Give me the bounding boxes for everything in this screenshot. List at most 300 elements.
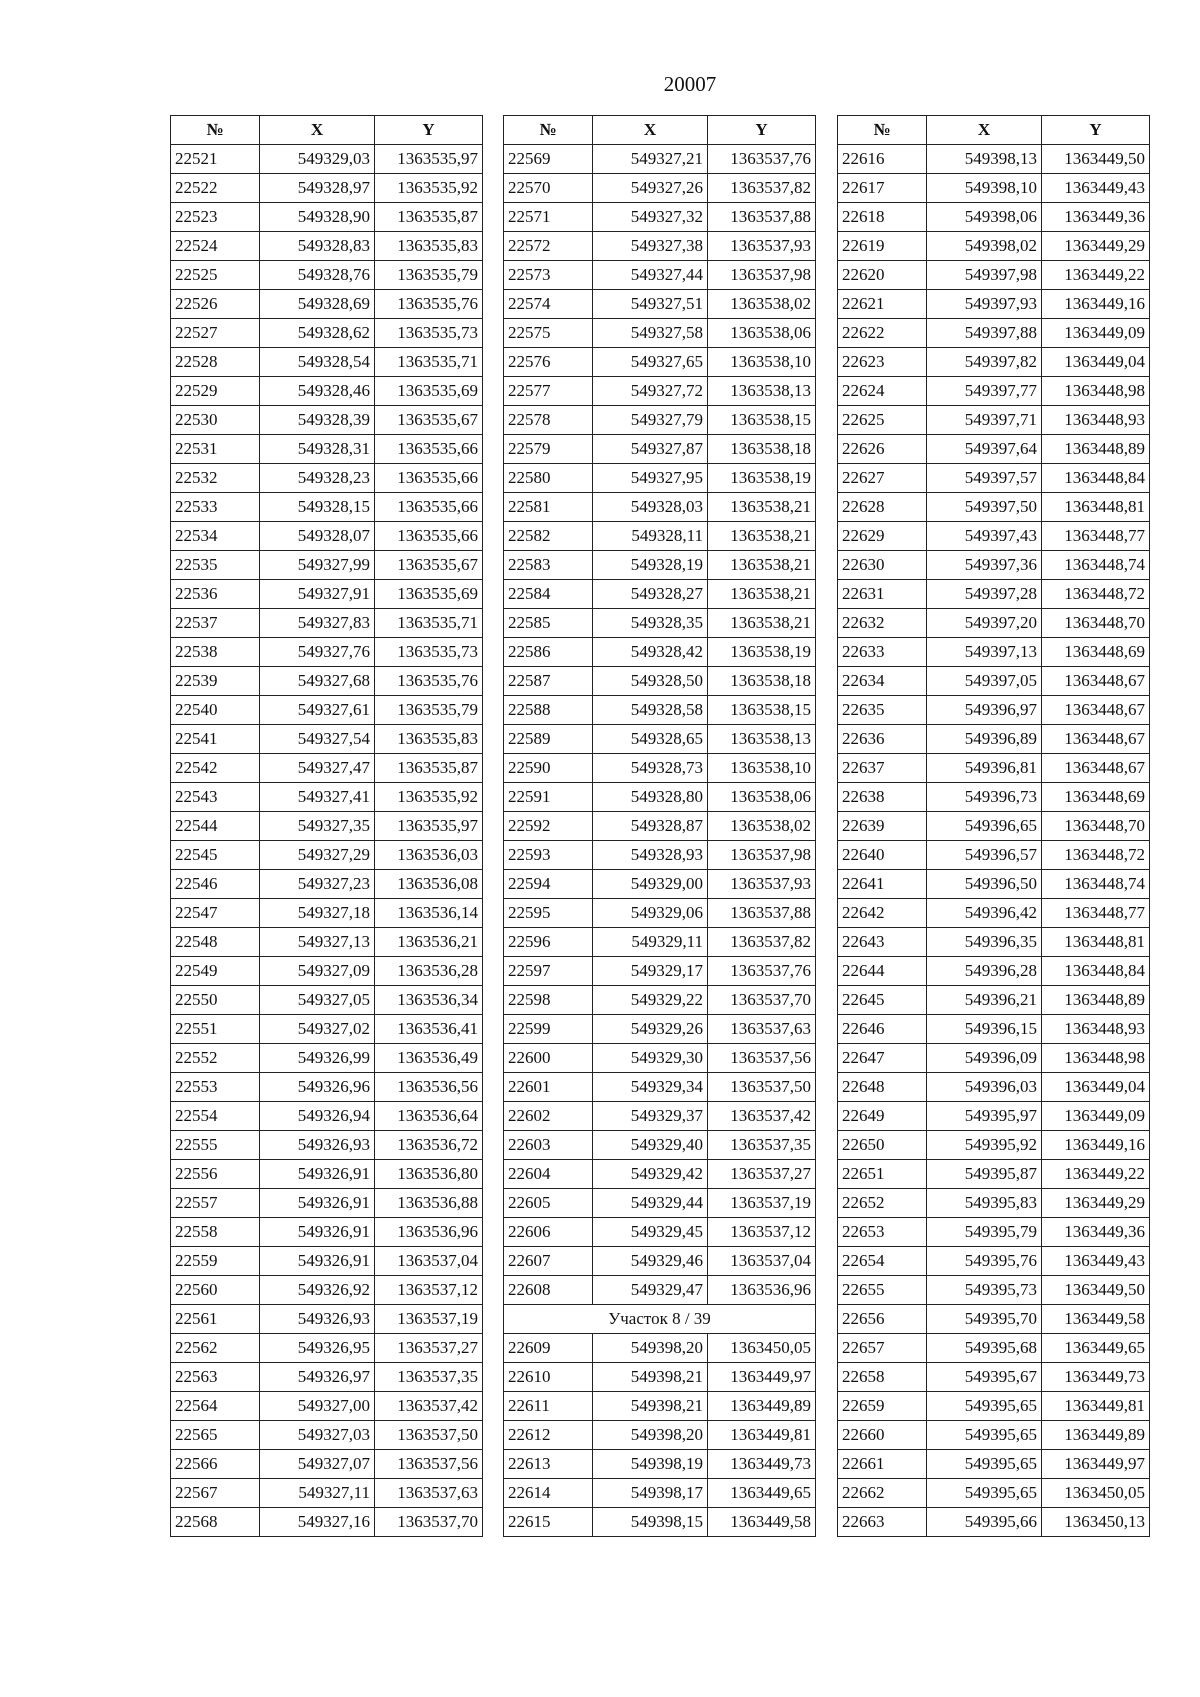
x-coordinate: 549326,97 [260, 1363, 375, 1392]
table-row [171, 493, 483, 522]
x-coordinate: 549327,23 [260, 870, 375, 899]
table-row [838, 551, 1150, 580]
y-coordinate: 1363537,27 [708, 1160, 816, 1189]
point-number: 22552 [171, 1044, 260, 1073]
point-number: 22525 [171, 261, 260, 290]
point-number: 22632 [838, 609, 927, 638]
x-coordinate: 549329,06 [593, 899, 708, 928]
y-coordinate: 1363536,03 [375, 841, 483, 870]
x-coordinate: 549327,47 [260, 754, 375, 783]
x-coordinate: 549398,13 [927, 145, 1042, 174]
header-x: X [927, 116, 1042, 145]
point-number: 22605 [504, 1189, 593, 1218]
x-coordinate: 549327,18 [260, 899, 375, 928]
table-row [504, 1392, 816, 1421]
x-coordinate: 549327,26 [593, 174, 708, 203]
table-row [504, 377, 816, 406]
point-number: 22572 [504, 232, 593, 261]
table-header-row [171, 116, 483, 145]
y-coordinate: 1363537,27 [375, 1334, 483, 1363]
x-coordinate: 549326,95 [260, 1334, 375, 1363]
point-number: 22559 [171, 1247, 260, 1276]
table-row [171, 1218, 483, 1247]
table-row [838, 348, 1150, 377]
point-number: 22574 [504, 290, 593, 319]
y-coordinate: 1363537,35 [375, 1363, 483, 1392]
table-row [504, 203, 816, 232]
table-row [504, 1421, 816, 1450]
x-coordinate: 549327,58 [593, 319, 708, 348]
x-coordinate: 549395,83 [927, 1189, 1042, 1218]
table-row [838, 899, 1150, 928]
point-number: 22554 [171, 1102, 260, 1131]
x-coordinate: 549327,07 [260, 1450, 375, 1479]
y-coordinate: 1363448,81 [1042, 928, 1150, 957]
y-coordinate: 1363448,70 [1042, 812, 1150, 841]
y-coordinate: 1363538,15 [708, 406, 816, 435]
table-row [504, 1044, 816, 1073]
point-number: 22555 [171, 1131, 260, 1160]
table-row [504, 1276, 816, 1305]
table-row [504, 493, 816, 522]
table-row [504, 232, 816, 261]
y-coordinate: 1363538,13 [708, 377, 816, 406]
point-number: 22577 [504, 377, 593, 406]
y-coordinate: 1363449,73 [1042, 1363, 1150, 1392]
y-coordinate: 1363536,08 [375, 870, 483, 899]
header-y: Y [708, 116, 816, 145]
point-number: 22527 [171, 319, 260, 348]
x-coordinate: 549396,03 [927, 1073, 1042, 1102]
point-number: 22612 [504, 1421, 593, 1450]
table-row [171, 957, 483, 986]
y-coordinate: 1363537,88 [708, 899, 816, 928]
table-row [504, 261, 816, 290]
x-coordinate: 549396,28 [927, 957, 1042, 986]
table-row [838, 174, 1150, 203]
y-coordinate: 1363538,02 [708, 812, 816, 841]
y-coordinate: 1363536,96 [375, 1218, 483, 1247]
table-row [171, 609, 483, 638]
table-row [504, 1131, 816, 1160]
y-coordinate: 1363537,82 [708, 928, 816, 957]
x-coordinate: 549328,42 [593, 638, 708, 667]
point-number: 22630 [838, 551, 927, 580]
y-coordinate: 1363537,50 [375, 1421, 483, 1450]
table-row [504, 1508, 816, 1537]
y-coordinate: 1363448,89 [1042, 435, 1150, 464]
x-coordinate: 549328,73 [593, 754, 708, 783]
point-number: 22573 [504, 261, 593, 290]
point-number: 22566 [171, 1450, 260, 1479]
table-row [171, 754, 483, 783]
point-number: 22608 [504, 1276, 593, 1305]
y-coordinate: 1363538,10 [708, 348, 816, 377]
x-coordinate: 549327,51 [593, 290, 708, 319]
x-coordinate: 549329,11 [593, 928, 708, 957]
x-coordinate: 549397,20 [927, 609, 1042, 638]
y-coordinate: 1363450,05 [1042, 1479, 1150, 1508]
y-coordinate: 1363449,36 [1042, 203, 1150, 232]
x-coordinate: 549326,91 [260, 1189, 375, 1218]
y-coordinate: 1363538,21 [708, 551, 816, 580]
x-coordinate: 549329,34 [593, 1073, 708, 1102]
point-number: 22546 [171, 870, 260, 899]
point-number: 22627 [838, 464, 927, 493]
point-number: 22640 [838, 841, 927, 870]
point-number: 22575 [504, 319, 593, 348]
point-number: 22541 [171, 725, 260, 754]
point-number: 22649 [838, 1102, 927, 1131]
x-coordinate: 549397,82 [927, 348, 1042, 377]
point-number: 22542 [171, 754, 260, 783]
point-number: 22658 [838, 1363, 927, 1392]
y-coordinate: 1363535,87 [375, 203, 483, 232]
x-coordinate: 549398,17 [593, 1479, 708, 1508]
x-coordinate: 549395,97 [927, 1102, 1042, 1131]
point-number: 22648 [838, 1073, 927, 1102]
x-coordinate: 549396,15 [927, 1015, 1042, 1044]
point-number: 22613 [504, 1450, 593, 1479]
x-coordinate: 549327,44 [593, 261, 708, 290]
point-number: 22565 [171, 1421, 260, 1450]
table-row [171, 406, 483, 435]
point-number: 22524 [171, 232, 260, 261]
x-coordinate: 549326,92 [260, 1276, 375, 1305]
point-number: 22560 [171, 1276, 260, 1305]
table-row [171, 290, 483, 319]
x-coordinate: 549328,54 [260, 348, 375, 377]
point-number: 22647 [838, 1044, 927, 1073]
point-number: 22650 [838, 1131, 927, 1160]
table-body [171, 145, 483, 1537]
y-coordinate: 1363535,71 [375, 609, 483, 638]
x-coordinate: 549397,05 [927, 667, 1042, 696]
x-coordinate: 549328,83 [260, 232, 375, 261]
point-number: 22599 [504, 1015, 593, 1044]
x-coordinate: 549327,00 [260, 1392, 375, 1421]
point-number: 22523 [171, 203, 260, 232]
table-row [171, 1073, 483, 1102]
point-number: 22662 [838, 1479, 927, 1508]
y-coordinate: 1363537,70 [375, 1508, 483, 1537]
table-row [171, 696, 483, 725]
table-row [838, 812, 1150, 841]
x-coordinate: 549328,03 [593, 493, 708, 522]
point-number: 22611 [504, 1392, 593, 1421]
y-coordinate: 1363537,76 [708, 145, 816, 174]
point-number: 22626 [838, 435, 927, 464]
x-coordinate: 549396,73 [927, 783, 1042, 812]
x-coordinate: 549327,03 [260, 1421, 375, 1450]
point-number: 22588 [504, 696, 593, 725]
y-coordinate: 1363537,82 [708, 174, 816, 203]
y-coordinate: 1363449,43 [1042, 1247, 1150, 1276]
x-coordinate: 549328,39 [260, 406, 375, 435]
point-number: 22657 [838, 1334, 927, 1363]
y-coordinate: 1363535,92 [375, 174, 483, 203]
x-coordinate: 549396,97 [927, 696, 1042, 725]
y-coordinate: 1363449,58 [708, 1508, 816, 1537]
table-row [504, 928, 816, 957]
table-row [838, 1392, 1150, 1421]
y-coordinate: 1363537,19 [708, 1189, 816, 1218]
y-coordinate: 1363538,15 [708, 696, 816, 725]
point-number: 22606 [504, 1218, 593, 1247]
table-row [504, 725, 816, 754]
x-coordinate: 549326,96 [260, 1073, 375, 1102]
point-number: 22618 [838, 203, 927, 232]
x-coordinate: 549396,09 [927, 1044, 1042, 1073]
y-coordinate: 1363450,13 [1042, 1508, 1150, 1537]
table-row [838, 464, 1150, 493]
y-coordinate: 1363538,21 [708, 580, 816, 609]
coordinates-table-3 [837, 115, 1150, 1537]
x-coordinate: 549328,97 [260, 174, 375, 203]
table-row [838, 1131, 1150, 1160]
header-number: № [504, 116, 593, 145]
x-coordinate: 549397,50 [927, 493, 1042, 522]
table-row [838, 232, 1150, 261]
y-coordinate: 1363536,41 [375, 1015, 483, 1044]
x-coordinate: 549327,61 [260, 696, 375, 725]
x-coordinate: 549327,95 [593, 464, 708, 493]
point-number: 22622 [838, 319, 927, 348]
point-number: 22633 [838, 638, 927, 667]
point-number: 22642 [838, 899, 927, 928]
y-coordinate: 1363538,19 [708, 464, 816, 493]
point-number: 22598 [504, 986, 593, 1015]
table-row [171, 1334, 483, 1363]
table-row [838, 1073, 1150, 1102]
x-coordinate: 549397,77 [927, 377, 1042, 406]
y-coordinate: 1363537,04 [375, 1247, 483, 1276]
x-coordinate: 549327,29 [260, 841, 375, 870]
x-coordinate: 549397,93 [927, 290, 1042, 319]
y-coordinate: 1363537,93 [708, 870, 816, 899]
table-row [838, 1276, 1150, 1305]
y-coordinate: 1363535,97 [375, 812, 483, 841]
table-row [504, 1247, 816, 1276]
y-coordinate: 1363535,83 [375, 232, 483, 261]
y-coordinate: 1363449,65 [1042, 1334, 1150, 1363]
point-number: 22653 [838, 1218, 927, 1247]
x-coordinate: 549395,65 [927, 1450, 1042, 1479]
point-number: 22585 [504, 609, 593, 638]
table-row [838, 377, 1150, 406]
point-number: 22586 [504, 638, 593, 667]
point-number: 22656 [838, 1305, 927, 1334]
point-number: 22643 [838, 928, 927, 957]
point-number: 22619 [838, 232, 927, 261]
y-coordinate: 1363448,77 [1042, 899, 1150, 928]
table-row [171, 1305, 483, 1334]
table-row [171, 667, 483, 696]
x-coordinate: 549327,09 [260, 957, 375, 986]
y-coordinate: 1363535,67 [375, 406, 483, 435]
table-row [504, 957, 816, 986]
y-coordinate: 1363538,02 [708, 290, 816, 319]
y-coordinate: 1363449,04 [1042, 348, 1150, 377]
x-coordinate: 549397,64 [927, 435, 1042, 464]
point-number: 22616 [838, 145, 927, 174]
table-row [504, 348, 816, 377]
table-row [504, 754, 816, 783]
y-coordinate: 1363450,05 [708, 1334, 816, 1363]
y-coordinate: 1363537,12 [375, 1276, 483, 1305]
point-number: 22603 [504, 1131, 593, 1160]
point-number: 22561 [171, 1305, 260, 1334]
point-number: 22526 [171, 290, 260, 319]
y-coordinate: 1363537,56 [375, 1450, 483, 1479]
x-coordinate: 549328,31 [260, 435, 375, 464]
table-row [838, 725, 1150, 754]
y-coordinate: 1363448,89 [1042, 986, 1150, 1015]
y-coordinate: 1363449,16 [1042, 290, 1150, 319]
header-number: № [171, 116, 260, 145]
y-coordinate: 1363536,96 [708, 1276, 816, 1305]
x-coordinate: 549328,62 [260, 319, 375, 348]
x-coordinate: 549326,93 [260, 1131, 375, 1160]
y-coordinate: 1363536,56 [375, 1073, 483, 1102]
y-coordinate: 1363538,19 [708, 638, 816, 667]
x-coordinate: 549327,72 [593, 377, 708, 406]
point-number: 22522 [171, 174, 260, 203]
header-x: X [260, 116, 375, 145]
point-number: 22623 [838, 348, 927, 377]
x-coordinate: 549328,19 [593, 551, 708, 580]
x-coordinate: 549327,38 [593, 232, 708, 261]
x-coordinate: 549327,99 [260, 551, 375, 580]
point-number: 22581 [504, 493, 593, 522]
table-row [171, 986, 483, 1015]
x-coordinate: 549396,57 [927, 841, 1042, 870]
x-coordinate: 549328,15 [260, 493, 375, 522]
y-coordinate: 1363535,79 [375, 696, 483, 725]
y-coordinate: 1363538,21 [708, 522, 816, 551]
table-row [171, 1044, 483, 1073]
table-row [838, 754, 1150, 783]
table-row [504, 638, 816, 667]
x-coordinate: 549328,11 [593, 522, 708, 551]
x-coordinate: 549329,03 [260, 145, 375, 174]
table-row [838, 609, 1150, 638]
table-row [171, 1508, 483, 1537]
point-number: 22661 [838, 1450, 927, 1479]
x-coordinate: 549328,27 [593, 580, 708, 609]
y-coordinate: 1363448,98 [1042, 1044, 1150, 1073]
table-row [171, 232, 483, 261]
table-row [171, 174, 483, 203]
point-number: 22578 [504, 406, 593, 435]
point-number: 22620 [838, 261, 927, 290]
y-coordinate: 1363537,35 [708, 1131, 816, 1160]
point-number: 22610 [504, 1363, 593, 1392]
x-coordinate: 549397,28 [927, 580, 1042, 609]
y-coordinate: 1363449,22 [1042, 1160, 1150, 1189]
x-coordinate: 549396,42 [927, 899, 1042, 928]
y-coordinate: 1363537,98 [708, 841, 816, 870]
point-number: 22540 [171, 696, 260, 725]
y-coordinate: 1363535,83 [375, 725, 483, 754]
y-coordinate: 1363537,04 [708, 1247, 816, 1276]
y-coordinate: 1363449,81 [708, 1421, 816, 1450]
x-coordinate: 549326,91 [260, 1160, 375, 1189]
x-coordinate: 549327,76 [260, 638, 375, 667]
table-row [838, 145, 1150, 174]
x-coordinate: 549397,36 [927, 551, 1042, 580]
y-coordinate: 1363448,69 [1042, 783, 1150, 812]
point-number: 22644 [838, 957, 927, 986]
y-coordinate: 1363449,65 [708, 1479, 816, 1508]
point-number: 22521 [171, 145, 260, 174]
point-number: 22548 [171, 928, 260, 957]
table-row [838, 435, 1150, 464]
point-number: 22607 [504, 1247, 593, 1276]
point-number: 22593 [504, 841, 593, 870]
point-number: 22563 [171, 1363, 260, 1392]
y-coordinate: 1363449,09 [1042, 1102, 1150, 1131]
point-number: 22535 [171, 551, 260, 580]
table-row [838, 203, 1150, 232]
x-coordinate: 549327,54 [260, 725, 375, 754]
y-coordinate: 1363536,28 [375, 957, 483, 986]
table-row [504, 899, 816, 928]
y-coordinate: 1363537,56 [708, 1044, 816, 1073]
table-row [504, 1102, 816, 1131]
point-number: 22536 [171, 580, 260, 609]
x-coordinate: 549329,45 [593, 1218, 708, 1247]
x-coordinate: 549396,21 [927, 986, 1042, 1015]
y-coordinate: 1363449,50 [1042, 1276, 1150, 1305]
point-number: 22549 [171, 957, 260, 986]
table-row [171, 1160, 483, 1189]
x-coordinate: 549397,57 [927, 464, 1042, 493]
point-number: 22655 [838, 1276, 927, 1305]
y-coordinate: 1363537,42 [708, 1102, 816, 1131]
y-coordinate: 1363449,58 [1042, 1305, 1150, 1334]
table-header-row [504, 116, 816, 145]
point-number: 22631 [838, 580, 927, 609]
table-row [504, 145, 816, 174]
point-number: 22645 [838, 986, 927, 1015]
point-number: 22584 [504, 580, 593, 609]
table-row [838, 783, 1150, 812]
point-number: 22609 [504, 1334, 593, 1363]
table-row [504, 609, 816, 638]
y-coordinate: 1363449,89 [708, 1392, 816, 1421]
table-row [171, 812, 483, 841]
table-row [838, 1334, 1150, 1363]
point-number: 22547 [171, 899, 260, 928]
x-coordinate: 549396,81 [927, 754, 1042, 783]
y-coordinate: 1363448,93 [1042, 1015, 1150, 1044]
point-number: 22592 [504, 812, 593, 841]
point-number: 22567 [171, 1479, 260, 1508]
x-coordinate: 549328,46 [260, 377, 375, 406]
point-number: 22636 [838, 725, 927, 754]
point-number: 22534 [171, 522, 260, 551]
x-coordinate: 549329,22 [593, 986, 708, 1015]
x-coordinate: 549328,87 [593, 812, 708, 841]
x-coordinate: 549395,87 [927, 1160, 1042, 1189]
x-coordinate: 549396,89 [927, 725, 1042, 754]
y-coordinate: 1363535,66 [375, 435, 483, 464]
y-coordinate: 1363449,73 [708, 1450, 816, 1479]
x-coordinate: 549398,02 [927, 232, 1042, 261]
point-number: 22538 [171, 638, 260, 667]
point-number: 22641 [838, 870, 927, 899]
